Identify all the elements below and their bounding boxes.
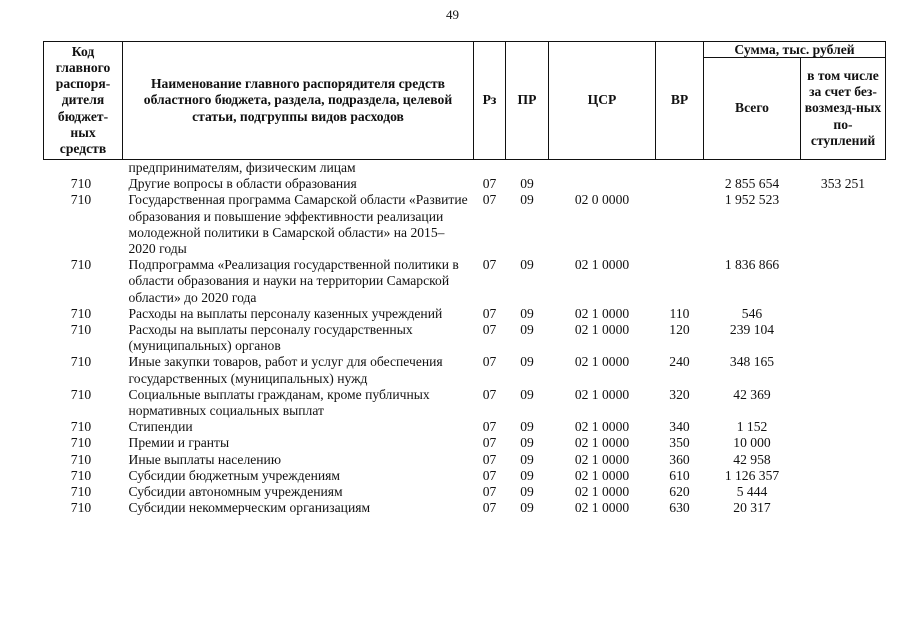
cell-name: Подпрограмма «Реализация государственной политики в области образования и науки на территории Самарской области» до 2020 года (128, 257, 459, 305)
cell-incl (801, 322, 886, 354)
table-row (44, 306, 886, 322)
cell-vr (656, 176, 704, 192)
header-pr: ПР (506, 42, 549, 160)
header-rz: Рз (474, 42, 506, 160)
table-row (44, 484, 886, 500)
table-row (44, 452, 886, 468)
cell-total: 1 952 523 (724, 192, 780, 208)
continuation-row (44, 160, 886, 177)
budget-table (43, 41, 886, 516)
header-total: Всего (704, 58, 801, 160)
cell-code: 710 (70, 484, 92, 500)
cell-pr: 09 (520, 419, 534, 435)
cell-total: 1 836 866 (724, 257, 780, 273)
cell-csr: 02 1 0000 (574, 419, 630, 435)
cell-pr: 09 (520, 354, 534, 370)
cell-name: Государственная программа Самарской области «Развитие образования и повышение эффективности реализации молодежной политики в Самарской области» на 2015–2020 годы (128, 192, 468, 257)
cell-name: Иные закупки товаров, работ и услуг для обеспечения государственных (муниципальных) нужд (128, 354, 443, 386)
header-csr: ЦСР (549, 42, 656, 160)
cell-csr: 02 1 0000 (574, 386, 630, 402)
cell-code: 710 (70, 500, 92, 516)
cell-rz: 07 (482, 257, 497, 273)
cell-rz: 07 (482, 192, 497, 208)
cell-total: 5 444 (736, 484, 768, 500)
cell-csr: 02 1 0000 (574, 484, 630, 500)
cell-total: 20 317 (733, 500, 771, 516)
cell-name: Премии и гранты (128, 435, 230, 451)
cell-vr: 340 (669, 419, 690, 435)
cell-name: Расходы на выплаты персоналу государственных (муниципальных) органов (128, 322, 413, 354)
cell-pr: 09 (520, 176, 534, 192)
cell-incl (801, 435, 886, 451)
table-row (44, 354, 886, 386)
cell-incl: 353 251 (820, 176, 866, 192)
cell-incl (801, 452, 886, 468)
cell-csr: 02 1 0000 (574, 451, 630, 467)
cell-csr: 02 1 0000 (574, 305, 630, 321)
cell-incl (801, 354, 886, 386)
table-row (44, 435, 886, 451)
table-row (44, 419, 886, 435)
cell-csr: 02 1 0000 (574, 435, 630, 451)
cell-vr (656, 257, 704, 306)
cell-name: Расходы на выплаты персоналу казенных учреждений (128, 305, 443, 321)
table-header (44, 42, 886, 160)
table-row (44, 176, 886, 192)
cell-incl (801, 387, 886, 419)
cell-code: 710 (70, 467, 92, 483)
cell-incl (801, 257, 886, 306)
header-code: Код главного распоря-дителя бюджет-ных средств (44, 42, 123, 160)
cell-rz: 07 (482, 500, 497, 516)
cell-csr: 02 0 0000 (574, 192, 630, 208)
cell-rz: 07 (482, 322, 497, 338)
table-row (44, 500, 886, 516)
cell-pr: 09 (520, 386, 534, 402)
cell-vr: 350 (669, 435, 690, 451)
cell-vr: 630 (669, 500, 690, 516)
continuation-text: предпринимателям, физическим лицам (128, 160, 356, 175)
cell-csr: 02 1 0000 (574, 500, 630, 516)
cell-incl (801, 468, 886, 484)
table-row (44, 257, 886, 306)
table-row (44, 322, 886, 354)
cell-total: 546 (741, 305, 763, 321)
cell-csr: 02 1 0000 (574, 322, 630, 338)
cell-name: Субсидии автономным учреждениям (128, 484, 343, 500)
cell-pr: 09 (520, 257, 534, 273)
cell-incl (801, 484, 886, 500)
cell-pr: 09 (520, 451, 534, 467)
cell-code: 710 (70, 176, 92, 192)
cell-csr: 02 1 0000 (574, 467, 630, 483)
cell-vr: 360 (669, 451, 690, 467)
cell-vr: 620 (669, 484, 690, 500)
table-row (44, 468, 886, 484)
cell-total: 10 000 (733, 435, 771, 451)
cell-rz: 07 (482, 386, 497, 402)
cell-csr (549, 176, 656, 192)
cell-rz: 07 (482, 305, 497, 321)
cell-name: Иные выплаты населению (128, 451, 281, 467)
cell-total: 1 152 (736, 419, 768, 435)
cell-incl (801, 419, 886, 435)
header-incl: в том числе за счет без-возмезд-ных по-ступлений (801, 58, 886, 160)
cell-pr: 09 (520, 500, 534, 516)
cell-rz: 07 (482, 467, 497, 483)
cell-code: 710 (70, 435, 92, 451)
cell-vr: 120 (669, 322, 690, 338)
cell-pr: 09 (520, 484, 534, 500)
cell-incl (801, 500, 886, 516)
cell-rz: 07 (482, 451, 497, 467)
cell-code: 710 (70, 451, 92, 467)
cell-name: Другие вопросы в области образования (128, 176, 357, 192)
cell-total: 42 369 (733, 386, 771, 402)
table-row (44, 192, 886, 257)
cell-code: 710 (70, 322, 92, 338)
cell-name: Субсидии бюджетным учреждениям (128, 467, 341, 483)
cell-vr (656, 192, 704, 257)
cell-name: Субсидии некоммерческим организациям (128, 500, 371, 516)
cell-name: Социальные выплаты гражданам, кроме публичных нормативных социальных выплат (128, 386, 430, 419)
header-name: Наименование главного распорядителя средств областного бюджета, раздела, подраздела, целевой статьи, подгруппы видов расходов (123, 42, 474, 160)
cell-pr: 09 (520, 322, 534, 338)
cell-code: 710 (70, 257, 92, 273)
cell-code: 710 (70, 192, 92, 208)
cell-total: 348 165 (729, 354, 775, 370)
cell-pr: 09 (520, 192, 534, 208)
page-number: 49 (446, 7, 459, 22)
cell-name: Стипендии (128, 419, 193, 435)
cell-vr: 110 (669, 305, 690, 321)
cell-vr: 320 (669, 386, 690, 402)
cell-code: 710 (70, 354, 92, 370)
cell-pr: 09 (520, 305, 534, 321)
cell-rz: 07 (482, 419, 497, 435)
cell-csr: 02 1 0000 (574, 354, 630, 370)
cell-rz: 07 (482, 176, 497, 192)
cell-total: 2 855 654 (724, 176, 780, 192)
cell-rz: 07 (482, 354, 497, 370)
cell-total: 239 104 (729, 322, 775, 338)
cell-rz: 07 (482, 484, 497, 500)
cell-rz: 07 (482, 435, 497, 451)
cell-code: 710 (70, 419, 92, 435)
cell-total: 1 126 357 (724, 467, 780, 483)
cell-incl (801, 306, 886, 322)
cell-code: 710 (70, 386, 92, 402)
cell-pr: 09 (520, 467, 534, 483)
cell-vr: 240 (669, 354, 690, 370)
header-sum: Сумма, тыс. рублей (704, 42, 886, 58)
cell-incl (801, 192, 886, 257)
cell-pr: 09 (520, 435, 534, 451)
cell-total: 42 958 (733, 451, 771, 467)
cell-code: 710 (70, 305, 92, 321)
cell-csr: 02 1 0000 (574, 257, 630, 273)
header-vr: ВР (656, 42, 704, 160)
table-row (44, 387, 886, 419)
table-body (44, 160, 886, 517)
cell-vr: 610 (669, 467, 690, 483)
